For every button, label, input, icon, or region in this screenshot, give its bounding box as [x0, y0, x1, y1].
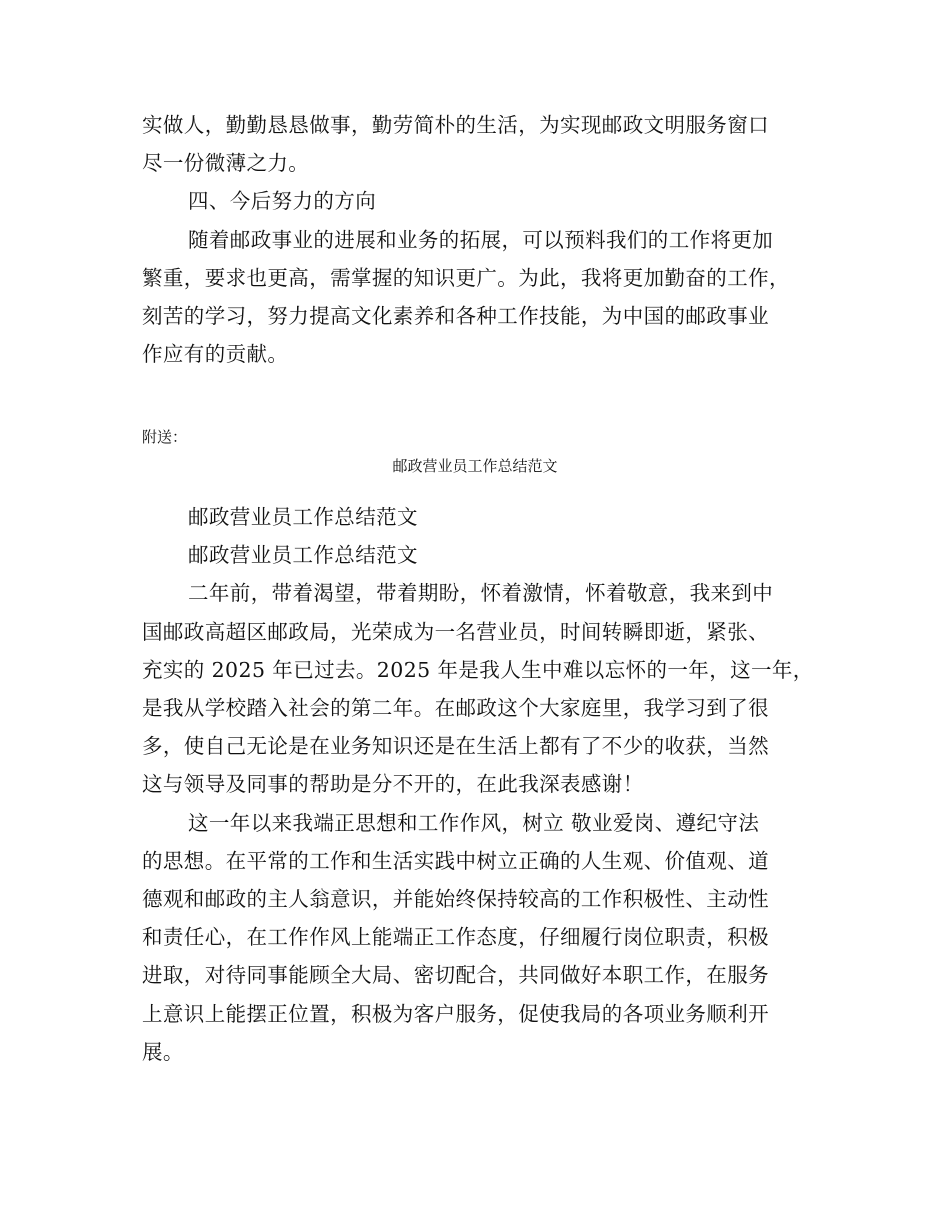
text-line: 实做人，勤勤恳恳做事，勤劳简朴的生活，为实现邮政文明服务窗口	[142, 113, 769, 137]
text-line: 刻苦的学习，努力提高文化素养和各种工作技能，为中国的邮政事业	[142, 304, 769, 329]
text-line: 邮政营业员工作总结范文	[188, 505, 418, 529]
text-line: 国邮政高超区邮政局，光荣成为一名营业员，时间转瞬即逝，紧张、	[142, 619, 769, 644]
text-line: 随着邮政事业的进展和业务的拓展，可以预料我们的工作将更加	[188, 227, 774, 252]
text-line: 这与领导及同事的帮助是分不开的，在此我深表感谢！	[142, 772, 644, 797]
text-line: 和责任心，在工作作风上能端正工作态度，仔细履行岗位职责，积极	[142, 925, 769, 950]
attachment-label: 附送：	[142, 428, 188, 446]
section-heading: 四、今后努力的方向	[188, 189, 377, 214]
text-block-direction	[142, 106, 822, 373]
text-line: 展。	[142, 1039, 184, 1064]
text-line: 是我从学校踏入社会的第二年。在邮政这个大家庭里，我学习到了很	[142, 696, 769, 721]
text-line: 充实的 2025 年已过去。2025 年是我人生中难以忘怀的一年，这一年，	[142, 657, 814, 682]
attachment-title: 邮政营业员工作总结范文	[392, 457, 558, 475]
text-line: 的思想。在平常的工作和生活实践中树立正确的人生观、价值观、道	[142, 848, 769, 873]
text-line: 二年前，带着渴望，带着期盼，怀着激情，怀着敬意，我来到中	[188, 581, 774, 606]
text-line: 进取，对待同事能顾全大局、密切配合，共同做好本职工作，在服务	[142, 963, 769, 988]
text-line: 上意识上能摆正位置，积极为客户服务，促使我局的各项业务顺利开	[142, 1001, 769, 1026]
text-line: 这一年以来我端正思想和工作作风，树立 敬业爱岗、遵纪守法	[188, 810, 760, 835]
text-line: 繁重，要求也更高，需掌握的知识更广。为此，我将更加勤奋的工作，	[142, 265, 790, 290]
text-line: 作应有的贡献。	[142, 342, 289, 367]
text-line: 多，使自己无论是在业务知识还是在生活上都有了不少的收获，当然	[142, 734, 769, 759]
text-line: 邮政营业员工作总结范文	[188, 543, 418, 568]
text-line: 德观和邮政的主人翁意识，并能始终保持较高的工作积极性、主动性	[142, 887, 769, 912]
text-block-summary	[142, 498, 822, 1071]
text-line: 尽一份微薄之力。	[142, 151, 310, 176]
